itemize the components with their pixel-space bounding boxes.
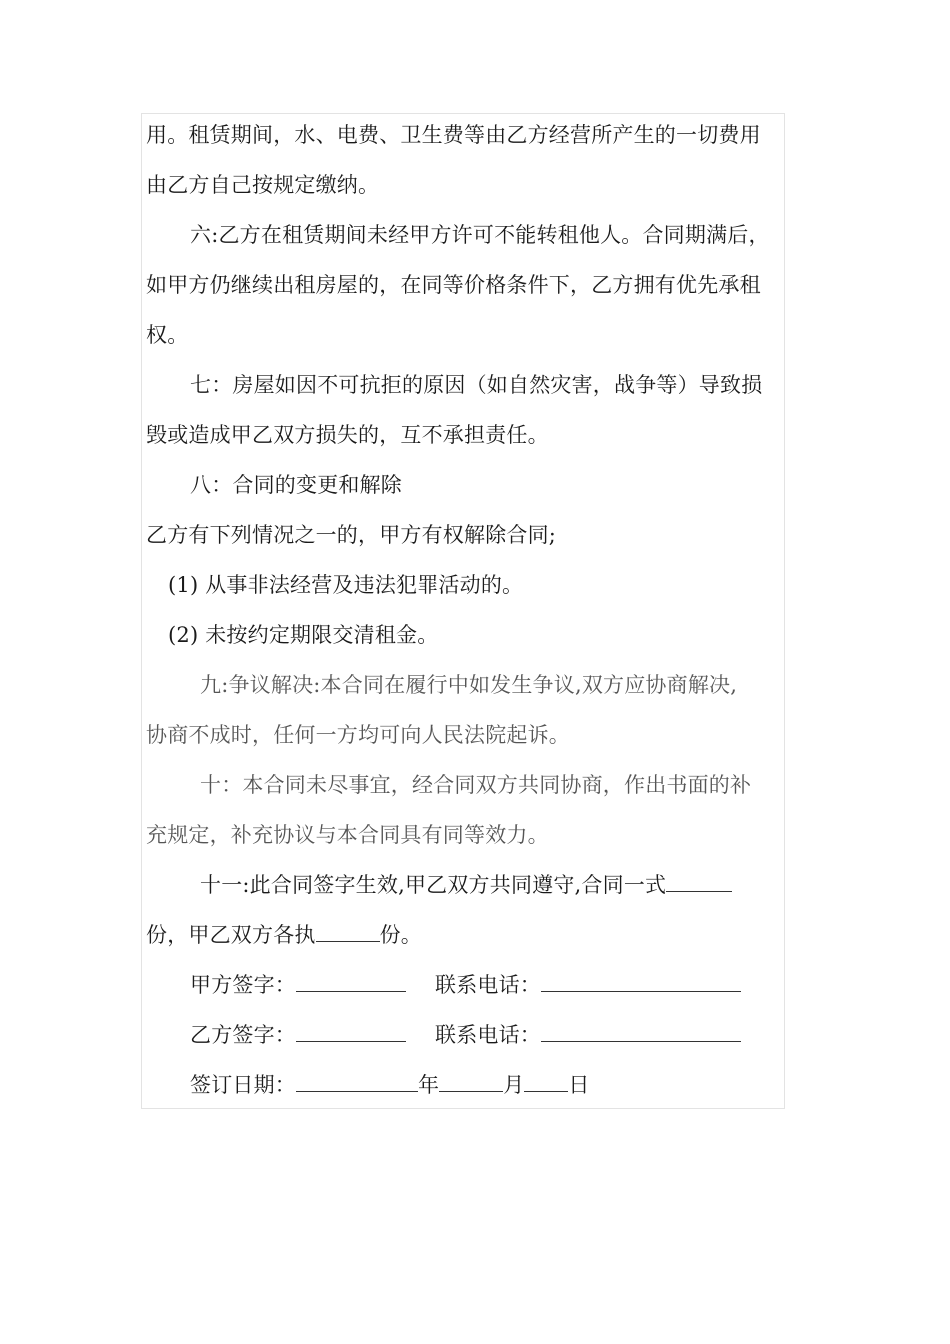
clause-8-item-2: (2) 未按约定期限交清租金。 (168, 623, 439, 647)
party-a-phone-label: 联系电话： (435, 973, 541, 997)
year-blank (296, 1071, 418, 1092)
clause-8-item-1: (1) 从事非法经营及违法犯罪活动的。 (168, 573, 524, 597)
clause-6-line-1: 六:乙方在租赁期间未经甲方许可不能转租他人。合同期满后， (190, 223, 770, 247)
copies-blank (666, 871, 732, 892)
clause-7-line-2: 毁或造成甲乙双方损失的，互不承担责任。 (146, 423, 549, 447)
clause-11-line-2 (146, 920, 422, 950)
signing-date-label: 签订日期： (190, 1073, 296, 1097)
party-a-signature-row (190, 970, 406, 1000)
party-b-label: 乙方签字： (190, 1023, 296, 1047)
page-border (141, 113, 785, 1109)
year-label: 年 (418, 1073, 440, 1097)
party-a-label: 甲方签字： (190, 973, 296, 997)
paragraph-5-line-2: 由乙方自己按规定缴纳。 (146, 173, 380, 197)
clause-9-line-1: 九:争议解决:本合同在履行中如发生争议,双方应协商解决, (200, 673, 738, 697)
party-b-phone-label: 联系电话： (435, 1023, 541, 1047)
party-a-signature-blank (296, 971, 406, 992)
clause-11-text-3: 份。 (379, 923, 423, 947)
clause-11-line-1 (200, 870, 732, 900)
party-b-phone-blank (541, 1021, 741, 1042)
day-label: 日 (568, 1073, 590, 1097)
party-b-phone-row (435, 1020, 741, 1050)
clause-11-text-2: 份，甲乙双方各执 (146, 923, 316, 947)
month-label: 月 (503, 1073, 525, 1097)
copies-each-blank (316, 921, 380, 942)
party-b-signature-row (190, 1020, 406, 1050)
party-b-signature-blank (296, 1021, 406, 1042)
clause-10-line-1: 十：本合同未尽事宜，经合同双方共同协商，作出书面的补 (200, 773, 752, 797)
signing-date-row (190, 1070, 590, 1100)
clause-6-line-3: 权。 (146, 323, 189, 347)
clause-8-heading: 八：合同的变更和解除 (190, 473, 402, 497)
clause-7-line-1: 七：房屋如因不可抗拒的原因（如自然灾害，战争等）导致损 (190, 373, 763, 397)
clause-10-line-2: 充规定，补充协议与本合同具有同等效力。 (146, 823, 549, 847)
party-a-phone-blank (541, 971, 741, 992)
party-a-phone-row (435, 970, 741, 1000)
clause-11-text-1: 十一:此合同签字生效,甲乙双方共同遵守,合同一式 (200, 873, 667, 897)
clause-9-line-2: 协商不成时，任何一方均可向人民法院起诉。 (146, 723, 570, 747)
day-blank (524, 1071, 568, 1092)
clause-6-line-2: 如甲方仍继续出租房屋的，在同等价格条件下，乙方拥有优先承租 (146, 273, 761, 297)
paragraph-5-line-1: 用。租赁期间，水、电费、卫生费等由乙方经营所产生的一切费用 (146, 123, 761, 147)
month-blank (439, 1071, 503, 1092)
clause-8-intro: 乙方有下列情况之一的，甲方有权解除合同; (146, 523, 557, 547)
